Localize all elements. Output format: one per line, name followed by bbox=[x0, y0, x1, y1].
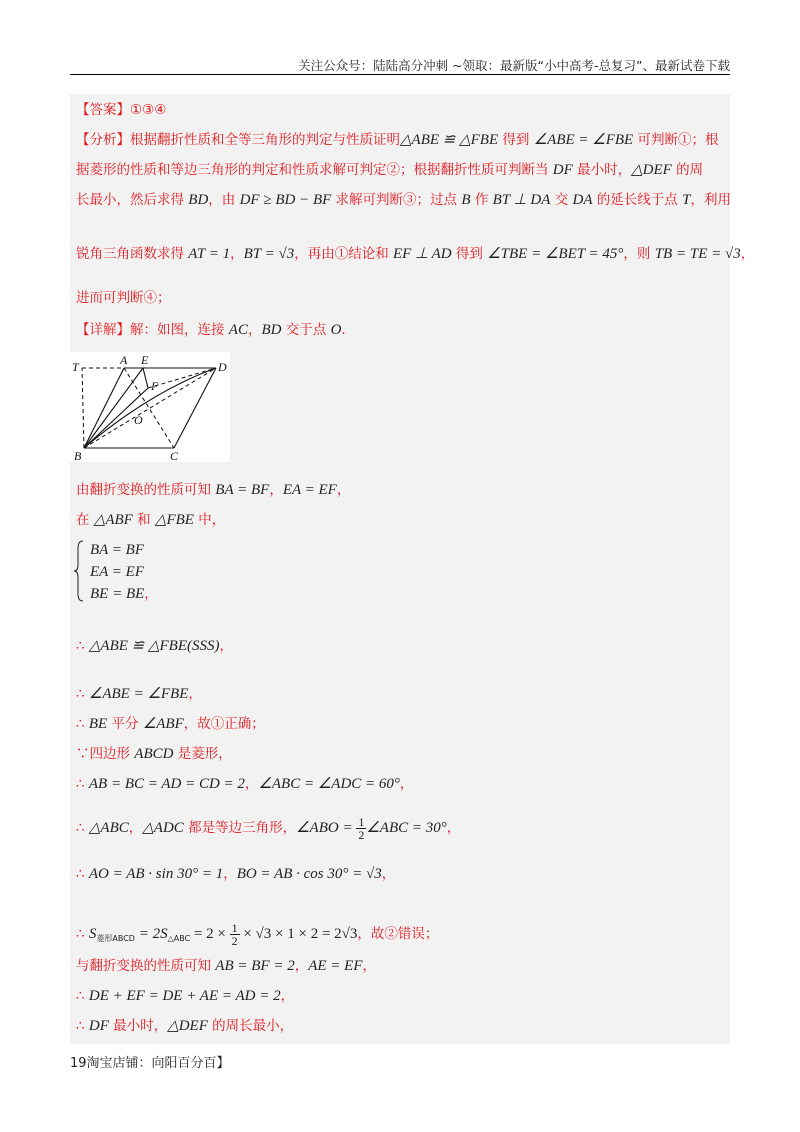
math: BA = BF bbox=[215, 482, 270, 498]
text: ， bbox=[294, 958, 309, 974]
analysis-line-4 bbox=[76, 244, 754, 264]
math: △ABE ≌ △FBE(SSS) bbox=[88, 638, 220, 654]
label-a: A bbox=[120, 353, 128, 367]
analysis-line-2 bbox=[76, 160, 703, 180]
detail-line bbox=[76, 320, 355, 340]
math: = 2 × bbox=[190, 926, 230, 942]
step-7 bbox=[76, 774, 413, 794]
text: 可判断①；根 bbox=[633, 132, 719, 148]
answer-value: ①③④ bbox=[130, 102, 167, 118]
detail-tag: 【详解】 bbox=[76, 322, 130, 338]
step-12 bbox=[76, 986, 294, 1006]
math: BD bbox=[188, 192, 209, 208]
text: ，故①正确； bbox=[183, 716, 265, 732]
text: 中， bbox=[193, 512, 226, 528]
text: ，则 bbox=[623, 246, 655, 262]
fraction-numerator: 1 bbox=[231, 921, 238, 935]
text: ， bbox=[336, 482, 351, 498]
math: ∠ABE = ∠FBE bbox=[533, 132, 634, 148]
text: ∴ bbox=[76, 686, 89, 702]
text: ． bbox=[341, 322, 355, 338]
text: ∴ bbox=[76, 820, 89, 836]
math: △DEF bbox=[631, 162, 672, 178]
text: ∴ bbox=[76, 1018, 89, 1034]
math: ∠ABF bbox=[142, 716, 184, 732]
text: ， bbox=[269, 482, 283, 498]
text: ， bbox=[280, 988, 295, 1004]
text: ， bbox=[188, 686, 202, 702]
math: △FBE bbox=[154, 512, 194, 528]
text: ， bbox=[223, 866, 237, 882]
math: BT = √3 bbox=[243, 246, 295, 262]
text: ，由 bbox=[208, 192, 240, 208]
system-eq-3 bbox=[90, 584, 158, 604]
text: 的周 bbox=[671, 162, 704, 178]
text: 作 bbox=[470, 192, 493, 208]
segment-dc bbox=[174, 368, 216, 448]
label-f: F bbox=[151, 379, 159, 393]
math: AO = AB · sin 30° = 1 bbox=[88, 866, 224, 882]
math: ∠ABC = ∠ADC = 60° bbox=[258, 776, 400, 792]
step-6 bbox=[76, 744, 232, 764]
text: ，故②错误； bbox=[357, 926, 439, 942]
step-1 bbox=[76, 480, 350, 500]
page-footer: 19淘宝店铺：向阳百分百】 bbox=[70, 1056, 230, 1071]
text: ，再由①结论和 bbox=[294, 246, 393, 262]
segment-ac-dashed bbox=[124, 368, 174, 448]
segment-ef bbox=[143, 368, 148, 388]
header-rule bbox=[70, 74, 730, 75]
math: T bbox=[682, 192, 691, 208]
math: △DEF bbox=[167, 1018, 208, 1034]
label-c: C bbox=[170, 449, 179, 462]
analysis-line-3 bbox=[76, 190, 731, 210]
math: EF ⊥ AD bbox=[393, 246, 452, 262]
math: △ABF bbox=[93, 512, 133, 528]
math: B bbox=[461, 192, 471, 208]
step-4 bbox=[76, 684, 202, 704]
math: △ABC bbox=[88, 820, 129, 836]
text: 据菱形的性质和等边三角形的判定和性质求解可判定②；根据翻折性质可判断当 bbox=[76, 162, 553, 178]
math: △ADC bbox=[142, 820, 184, 836]
label-e: E bbox=[141, 353, 149, 367]
text: ， bbox=[230, 246, 244, 262]
text: 在 bbox=[76, 512, 94, 528]
fraction-one-half bbox=[230, 922, 240, 947]
fraction-denominator: 2 bbox=[231, 934, 238, 948]
text: 由翻折变换的性质可知 bbox=[76, 482, 216, 498]
math: DF bbox=[552, 162, 573, 178]
math: DA bbox=[572, 192, 593, 208]
fraction-numerator: 1 bbox=[358, 815, 365, 829]
text: ， bbox=[244, 776, 259, 792]
math: ABCD bbox=[134, 746, 174, 762]
step-9 bbox=[76, 864, 395, 884]
math: AT = 1 bbox=[188, 246, 231, 262]
text: ，利用 bbox=[690, 192, 731, 208]
math: AC bbox=[228, 322, 248, 338]
text: ， bbox=[399, 776, 414, 792]
answer-line bbox=[76, 100, 166, 120]
text: ， bbox=[219, 638, 233, 654]
text: 最小时， bbox=[572, 162, 632, 178]
step-8 bbox=[76, 816, 460, 841]
math: ∠ABO = bbox=[296, 820, 357, 836]
analysis-line-5: 进而可判断④； bbox=[76, 290, 171, 306]
text: 得到 bbox=[498, 132, 534, 148]
math: BO = AB · cos 30° = √3 bbox=[236, 866, 382, 882]
text: 都是等边三角形， bbox=[183, 820, 297, 836]
text: ∴ bbox=[76, 638, 89, 654]
analysis-tag: 【分析】 bbox=[76, 132, 130, 148]
text: ， bbox=[362, 958, 376, 974]
step-5 bbox=[76, 714, 265, 734]
rhombus-figure bbox=[70, 352, 230, 462]
math: TB = TE = √3 bbox=[654, 246, 741, 262]
fraction-one-half bbox=[356, 816, 366, 841]
text: 最小时， bbox=[108, 1018, 168, 1034]
text: ∴ bbox=[76, 988, 89, 1004]
text: ∴ bbox=[76, 866, 89, 882]
analysis-line-1 bbox=[76, 130, 719, 150]
text: ， bbox=[247, 322, 262, 338]
segment-be bbox=[84, 368, 143, 448]
math: BT ⊥ DA bbox=[492, 192, 551, 208]
math: BA = BF bbox=[90, 542, 145, 558]
text: ∴ bbox=[76, 926, 89, 942]
math: DF ≥ BD − BF bbox=[239, 192, 332, 208]
text: 的延长线于点 bbox=[592, 192, 683, 208]
math: DE + EF = DE + AE = AD = 2 bbox=[88, 988, 281, 1004]
math: EA = EF bbox=[282, 482, 337, 498]
math: AB = BC = AD = CD = 2 bbox=[88, 776, 245, 792]
text: ， bbox=[144, 586, 158, 602]
step-11 bbox=[76, 956, 376, 976]
subscript: △ABC bbox=[167, 934, 191, 943]
math: BD bbox=[261, 322, 282, 338]
math: BE bbox=[88, 716, 108, 732]
text: 得到 bbox=[451, 246, 488, 262]
text: 交 bbox=[550, 192, 573, 208]
text: ， bbox=[740, 246, 755, 262]
math: AB = BF = 2 bbox=[215, 958, 295, 974]
math: AE = EF bbox=[308, 958, 363, 974]
system-eq-2 bbox=[90, 562, 144, 582]
math: ∠ABE = ∠FBE bbox=[88, 686, 189, 702]
text: ∴ bbox=[76, 716, 89, 732]
fraction-denominator: 2 bbox=[358, 828, 365, 842]
step-2 bbox=[76, 510, 225, 530]
text: 解：如图，连接 bbox=[130, 322, 229, 338]
math: O bbox=[330, 322, 342, 338]
text: 平分 bbox=[107, 716, 143, 732]
step-10 bbox=[76, 922, 438, 949]
text: 锐角三角函数求得 bbox=[76, 246, 189, 262]
text: 交于点 bbox=[281, 322, 331, 338]
math: EA = EF bbox=[90, 564, 145, 580]
text: ∴ bbox=[76, 776, 89, 792]
math: ∠TBE = ∠BET = 45° bbox=[487, 246, 624, 262]
label-t: T bbox=[72, 360, 79, 374]
label-o: O bbox=[134, 413, 143, 427]
text: 与翻折变换的性质可知 bbox=[76, 958, 216, 974]
solution-block bbox=[70, 94, 755, 1044]
text: ， bbox=[128, 820, 143, 836]
text: 是菱形， bbox=[173, 746, 232, 762]
page-header: 关注公众号：陆陆高分冲刺 ~领取：最新版“小中高考-总复习”、最新试卷下载 bbox=[298, 58, 730, 73]
text: 的周长最小， bbox=[207, 1018, 294, 1034]
math: S bbox=[88, 926, 97, 942]
math: BE = BE bbox=[90, 586, 145, 602]
text: 和 bbox=[132, 512, 155, 528]
math: × √3 × 1 × 2 = 2√3 bbox=[239, 926, 358, 942]
text: ， bbox=[381, 866, 396, 882]
step-13 bbox=[76, 1016, 293, 1036]
label-b: B bbox=[74, 449, 82, 462]
math: DF bbox=[88, 1018, 109, 1034]
system-eq-1 bbox=[90, 540, 144, 560]
text: 根据翻折性质和全等三角形的判定与性质证明 bbox=[130, 132, 400, 148]
math: = 2S bbox=[134, 926, 168, 942]
math: △ABE ≌ △FBE bbox=[400, 132, 499, 148]
system-brace bbox=[74, 540, 84, 602]
text: 求解可判断③；过点 bbox=[331, 192, 462, 208]
text: ， bbox=[446, 820, 461, 836]
subscript: 菱形ABCD bbox=[96, 934, 135, 943]
text: ∵四边形 bbox=[76, 746, 135, 762]
answer-tag: 【答案】 bbox=[76, 102, 130, 118]
math: ∠ABC = 30° bbox=[366, 820, 447, 836]
text: 长最小，然后求得 bbox=[76, 192, 189, 208]
step-3 bbox=[76, 636, 233, 656]
segment-bt-dashed bbox=[82, 368, 84, 448]
label-d: D bbox=[218, 360, 227, 374]
